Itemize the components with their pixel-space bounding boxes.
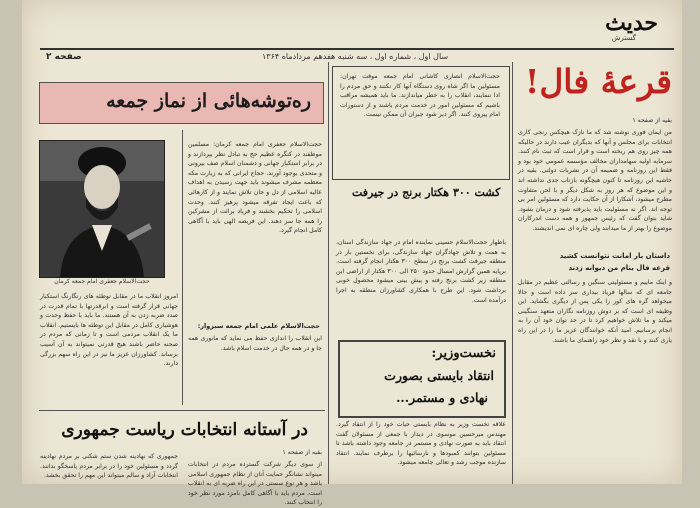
election-body-left: جمهوری که نهادینه شدن ستم شکنی بر مردم نهادینه گردد و مسئولین خود را در برابر مردم پاسخگو بدانند. انتخابات آزاد و سالم میتواند این مهم را تحقق بخشد. — [40, 453, 178, 480]
masthead-subtitle: گسترش — [611, 34, 636, 42]
namaz-bullet-body: این انقلاب را اندازی حفظ می نماید که مانوری همه جا و در همه حال در خدمت اسلام باشد. — [188, 335, 322, 352]
quote-box-text: حجت‌الاسلام انصاری کاشانی امام جمعه موقت تهران: مسئولین ما اگر شاه روی دستگاه آنها کار نکنند و حق مردم را ادا ننمایند، انقلاب را به خطر میاندازند. ما باید همیشه مراقب باشیم که مسئولین امور در خدمت مردم باشند و از دستورات امام پیروی کنند. اگر دیر شود جبران آن ممکن نیست. — [340, 73, 500, 119]
pm-headline-2: انتقاد بایستی بصورت — [384, 368, 494, 383]
lead-continued: بقیه از صفحه ۱ — [632, 117, 672, 124]
namaz-banner — [39, 82, 324, 124]
column-divider — [328, 62, 329, 484]
rice-headline: کشت ۳۰۰ هکتار برنج در جیرفت — [352, 186, 501, 199]
election-body-right: از سوی دیگر شرکت گسترده مردم در انتخابات میتواند نشانگر حمایت آنان از نظام جمهوری اسلامی باشد و هر نوع سستی در این راه ضربه ای به انقلاب است. مردم باید با آگاهی کامل نامزد مورد نظر خود را انتخاب کنند. — [188, 461, 322, 507]
namaz-col-right: حجت‌الاسلام جعفری امام جمعه کرمان: مسلمین موظفند در کنگره عظیم حج به تبادل نظر بپردازند و در برابر استکبار جهانی و دشمنان اسلام صف بیرونی و متحدی بوجود آورند. حجاج ایرانی که به زیارت مکه معظمه مشرف میشوند باید جهت رسیدن به اهداف عالیه اسلامی از دل و جان تلاش نمایند و از کارهائی که باعث ایجاد تفرقه میشود پرهیز کنند. وحدت اسلامی را تحکیم بخشند و فریاد برائت از مشرکین را همه جا سر دهند. این فریضه الهی باید با آگاهی کامل انجام گیرد. — [188, 141, 322, 235]
page-number: صفحه ۲ — [46, 52, 82, 62]
lead-subheading-2: قرعه فال بنام من دیوانه زدند — [568, 264, 670, 272]
photo-caption: حجت‌الاسلام جعفری امام جمعه کرمان — [54, 278, 150, 285]
column-divider — [182, 130, 183, 405]
election-headline: در آستانه انتخابات ریاست جمهوری — [61, 420, 308, 440]
namaz-col-left: امروز انقلاب ما در مقابل توطئه های رنگارنگ استکبار جهانی قرار گرفته است و ابرقدرتها با تمام قدرت در صدد ضربه زدن به آن هستند. ما باید با حفظ وحدت و هوشیاری کامل در مقابل این توطئه ها بایستیم. انقلاب ما یک انقلاب مردمی است و تا زمانی که مردم در صحنه حاضر باشند هیچ قدرتی نمیتواند به آن آسیب برساند. کشاورزان عزیز ما نیز در این راه سهم بزرگی دارند. — [40, 293, 178, 368]
lead-body: من ایمان فوری نوشته شد که ما نازک هیچکس رنجی کاری انتخابات برای مجلس و آنها که بدیگران عیب دارند در حالیکه همه چیز روی هم ریخته است و قرار است که ثبت نام کنند. سرمایه اولیه سهامداران مخالف مؤسسه عمومی خود بود و فقط این روزنامه و ضمیمه آن در نشریات دولتی. بقیه در حاشیه این روزنامه تا کنون هیچگونه بازتاب جدی نداشته اند و این موضوع که هر روز به شکل دیگر و با لحن متفاوت مطرح میشود، آشکارا از آن حکایت دارد که مسئولین امر بی توجه اند. اگر نه مسئولیت باید پذیرفته شود و درمان بشود. شاید بتوان گفت که رئیس جمهور و همه دست اندرکاران موضوع را بهتر از ما میدانند ولی چاره ای نمی اندیشند. — [518, 129, 672, 232]
lead-subheading: داستان بار امانت نتوانست کشید — [559, 252, 670, 260]
issue-info: سال اول ، شماره اول ، سه شنبه هفدهم مردادماه ۱۳۶۴ — [262, 52, 449, 61]
rice-body: باطهار حجت‌الاسلام حسینی نماینده امام در جهاد سازندگی استان، به همت و تلاش جهادگران جهاد سازندگی، برای نخستین بار در منطقه جیرفت کشت برنج در سطح ۳۰۰ هکتار انجام گرفته است. برپایه همین گزارش امسال حدود ۲۵۰ الی ۳۰۰ هکتار از اراضی این منطقه زیر کشت برنج رفته و پیش بینی میشود محصول خوبی برداشت شود. این طرح با همکاری کشاورزان منطقه به اجرا درآمده است. — [336, 239, 507, 304]
lead-headline: قرعهٔ فال! — [524, 62, 672, 101]
newspaper-page — [22, 0, 682, 507]
election-continued: بقیه از صفحه ۱ — [282, 449, 322, 456]
column-divider — [512, 62, 513, 484]
pm-body: علاقه نخست وزیر به نظام بایستی حیات خود را از انتقاد گیرد. مهندس میرحسین موسوی در دیدار با جمعی از مسئولان گفت انتقاد باید به صورت نهادی و مستمر در جامعه وجود داشته باشد تا مسئولین بتوانند کمبودها و نارسائیها را برطرف نمایند. انتقاد سازنده موجب رشد و تعالی جامعه میشود. — [336, 421, 506, 467]
masthead-logo: حدیث — [605, 10, 658, 36]
election-rule — [39, 410, 325, 411]
pm-headline-3: نهادی و مستمر... — [396, 390, 488, 405]
lead-body-2: و اینک ماییم و مسئولیتی سنگین و رسالتی عظیم در مقابل جامعه ای که سالها فریاد بیداری سر داده است و حالا میخواهد گره های کور را یکی پس از دیگری بگشاید. این وظیفه ای است که بر دوش روزنامه نگاران متعهد سنگینی میکند و ما تلاش خواهیم کرد تا در حد توان خود آن را به انجام برسانیم. امید آنکه خوانندگان عزیز ما را در این راه یاری کنند و با نقد و نظر خود راهنمای ما باشند. — [518, 279, 672, 344]
cleric-photo — [39, 140, 165, 278]
header-rule — [40, 48, 674, 50]
pm-headline-1: نخست‌وزیر: — [431, 346, 496, 361]
namaz-bullet-note: حجت‌الاسلام علمی امام جمعه سبزوار: — [197, 322, 320, 330]
namaz-headline: ره‌توشه‌هائی از نماز جمعه — [106, 90, 311, 112]
